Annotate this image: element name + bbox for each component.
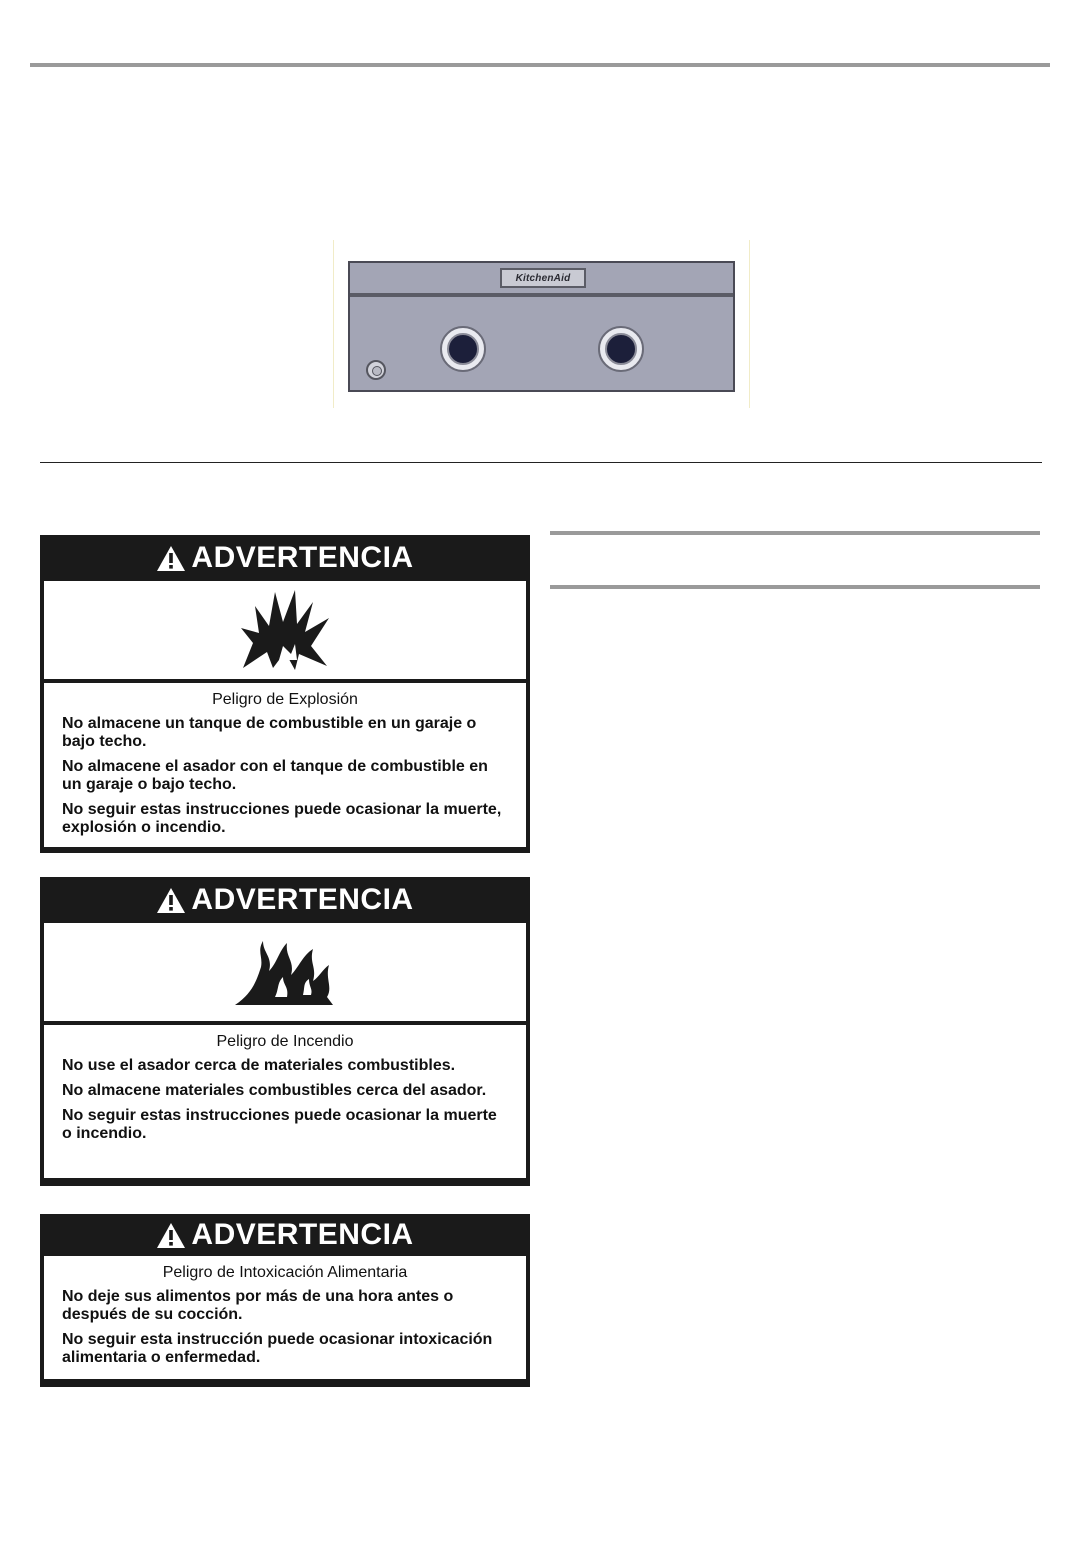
alert-triangle-icon <box>156 1222 186 1249</box>
warning-line: No seguir estas instrucciones puede ocasionar la muerte o incendio. <box>62 1107 497 1142</box>
side-heading-rule-top <box>550 531 1040 535</box>
burner-knob-right-icon <box>598 326 644 372</box>
grill-panel <box>348 261 735 392</box>
side-heading-rule-bottom <box>550 585 1040 589</box>
warning-header <box>44 877 526 923</box>
warning-line: No almacene el asador con el tanque de combustible en un garaje o bajo techo. <box>62 758 488 793</box>
warning-line: No almacene materiales combustibles cerca del asador. <box>62 1082 487 1099</box>
fire-icon <box>233 937 337 1007</box>
warning-line: No use el asador cerca de materiales combustibles. <box>62 1057 456 1074</box>
warning-box-explosion <box>40 535 530 853</box>
igniter-button-icon <box>366 360 386 380</box>
warning-line: No seguir esta instrucción puede ocasionar intoxicación alimentaria o enfermedad. <box>62 1331 493 1366</box>
explosion-icon <box>239 588 331 672</box>
warning-header <box>44 535 526 581</box>
warning-line: No almacene un tanque de combustible en un garaje o bajo techo. <box>62 715 477 750</box>
warning-header <box>44 1214 526 1256</box>
burner-knob-left-icon <box>440 326 486 372</box>
warning-body <box>44 683 526 847</box>
hazard-title: Peligro de Intoxicación Alimentaria <box>162 1264 408 1281</box>
warning-symbol-area <box>44 581 526 679</box>
warning-line: No seguir estas instrucciones puede ocasionar la muerte, explosión o incendio. <box>62 801 502 836</box>
alert-triangle-icon <box>156 887 186 914</box>
warning-line: No deje sus alimentos por más de una hora antes o después de su cocción. <box>62 1288 454 1323</box>
warning-title: ADVERTENCIA <box>191 883 414 916</box>
grill-control-panel-figure <box>333 240 750 408</box>
warning-body <box>44 1025 526 1178</box>
warning-symbol-area <box>44 923 526 1021</box>
brand-logo: KitchenAid <box>500 268 586 288</box>
hazard-title: Peligro de Incendio <box>216 1033 354 1050</box>
top-rule <box>30 63 1050 67</box>
panel-divider <box>350 293 733 297</box>
warning-box-food-poisoning <box>40 1214 530 1387</box>
warning-box-fire <box>40 877 530 1186</box>
warning-body <box>44 1256 526 1379</box>
alert-triangle-icon <box>156 545 186 572</box>
warning-title: ADVERTENCIA <box>191 541 414 574</box>
section-divider <box>40 462 1042 463</box>
hazard-title: Peligro de Explosión <box>212 691 358 708</box>
warning-title: ADVERTENCIA <box>191 1218 414 1251</box>
